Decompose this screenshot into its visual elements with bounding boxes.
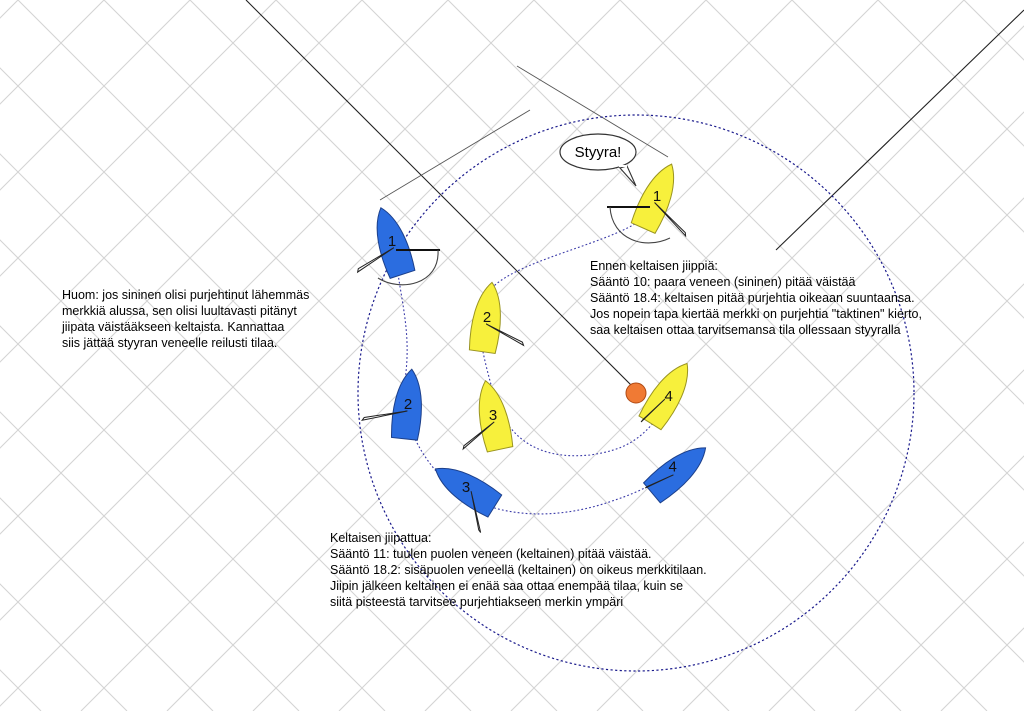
grid-line (706, 0, 1024, 711)
blue-boat-number: 1 (387, 233, 397, 250)
yellow-boat-number: 3 (488, 407, 498, 424)
note-left-line: Huom: jos sininen olisi purjehtinut lähemmäs (62, 288, 310, 302)
turning-mark (626, 383, 646, 403)
blue-boat-number: 4 (668, 458, 677, 476)
yellow-boat-number: 1 (652, 188, 662, 205)
blue-boat-4 (640, 436, 714, 505)
grid-line (0, 0, 190, 711)
grid-line (964, 0, 1024, 711)
yellow-boat-number: 2 (482, 309, 492, 326)
guide-line-blue (380, 110, 530, 200)
note-bottom-line: Sääntö 11: tuulen puolen veneen (keltainen) pitää väistää. (330, 547, 652, 561)
note-bottom-line: siitä pisteestä tarvitsee purjehtiakseen merkin ympäri (330, 595, 624, 609)
note-left-line: jiipata väistääkseen keltaista. Kannattaa (62, 320, 285, 334)
note-right-line: Jos nopein tapa kiertää merkki on purjehtia "taktinen" kierto, (590, 307, 922, 321)
blue-boat-hull (643, 437, 715, 504)
grid-line (941, 0, 1024, 711)
grid-line (0, 0, 276, 711)
note-left-line: merkkiä alussa, sen olisi luultavasti pitänyt (62, 304, 297, 318)
note-bottom-line: Jiipin jälkeen keltainen ei enää saa ottaa enempää tilaa, kuin se (330, 579, 684, 593)
layline-right (776, 10, 1024, 250)
boats-layer (341, 158, 715, 532)
note-bottom (330, 530, 707, 610)
note-right-line: saa keltaisen ottaa tarvitsemansa tila ollessaan styyralla (590, 323, 901, 337)
note-bottom-line: Sääntö 18.2: sisäpuolen veneellä (keltainen) on oikeus merkkitilaan. (330, 563, 707, 577)
note-bottom-line: Keltaisen jiipattua: (330, 531, 432, 545)
note-right-line: Sääntö 10: paara veneen (sininen) pitää väistää (590, 275, 856, 289)
note-right-line: Sääntö 18.4: keltaisen pitää purjehtia oikeaan suuntaansa. (590, 291, 915, 305)
grid-line (769, 0, 1024, 711)
blue-boat-number: 2 (403, 396, 413, 413)
grid-line (878, 0, 1024, 711)
blue-boat-1 (341, 203, 440, 287)
grid-line (0, 0, 299, 711)
grid-line (0, 0, 127, 711)
speech-bubble (560, 134, 636, 186)
grid-line (683, 0, 1024, 711)
grid-line (0, 0, 362, 711)
grid-line (792, 0, 1024, 711)
note-left (62, 287, 309, 351)
yellow-boat-number: 4 (664, 387, 673, 405)
grid-line (0, 0, 213, 711)
blue-boat-3 (420, 457, 504, 533)
yellow-boat-3 (450, 378, 514, 457)
blue-boat-number: 3 (461, 479, 471, 496)
note-left-line: siis jättää styyran veneelle reilusti tilaa. (62, 336, 278, 350)
note-right-line: Ennen keltaisen jiippiä: (590, 259, 718, 273)
note-right (590, 258, 922, 338)
speech-bubble-text: Styyra! (574, 144, 622, 161)
